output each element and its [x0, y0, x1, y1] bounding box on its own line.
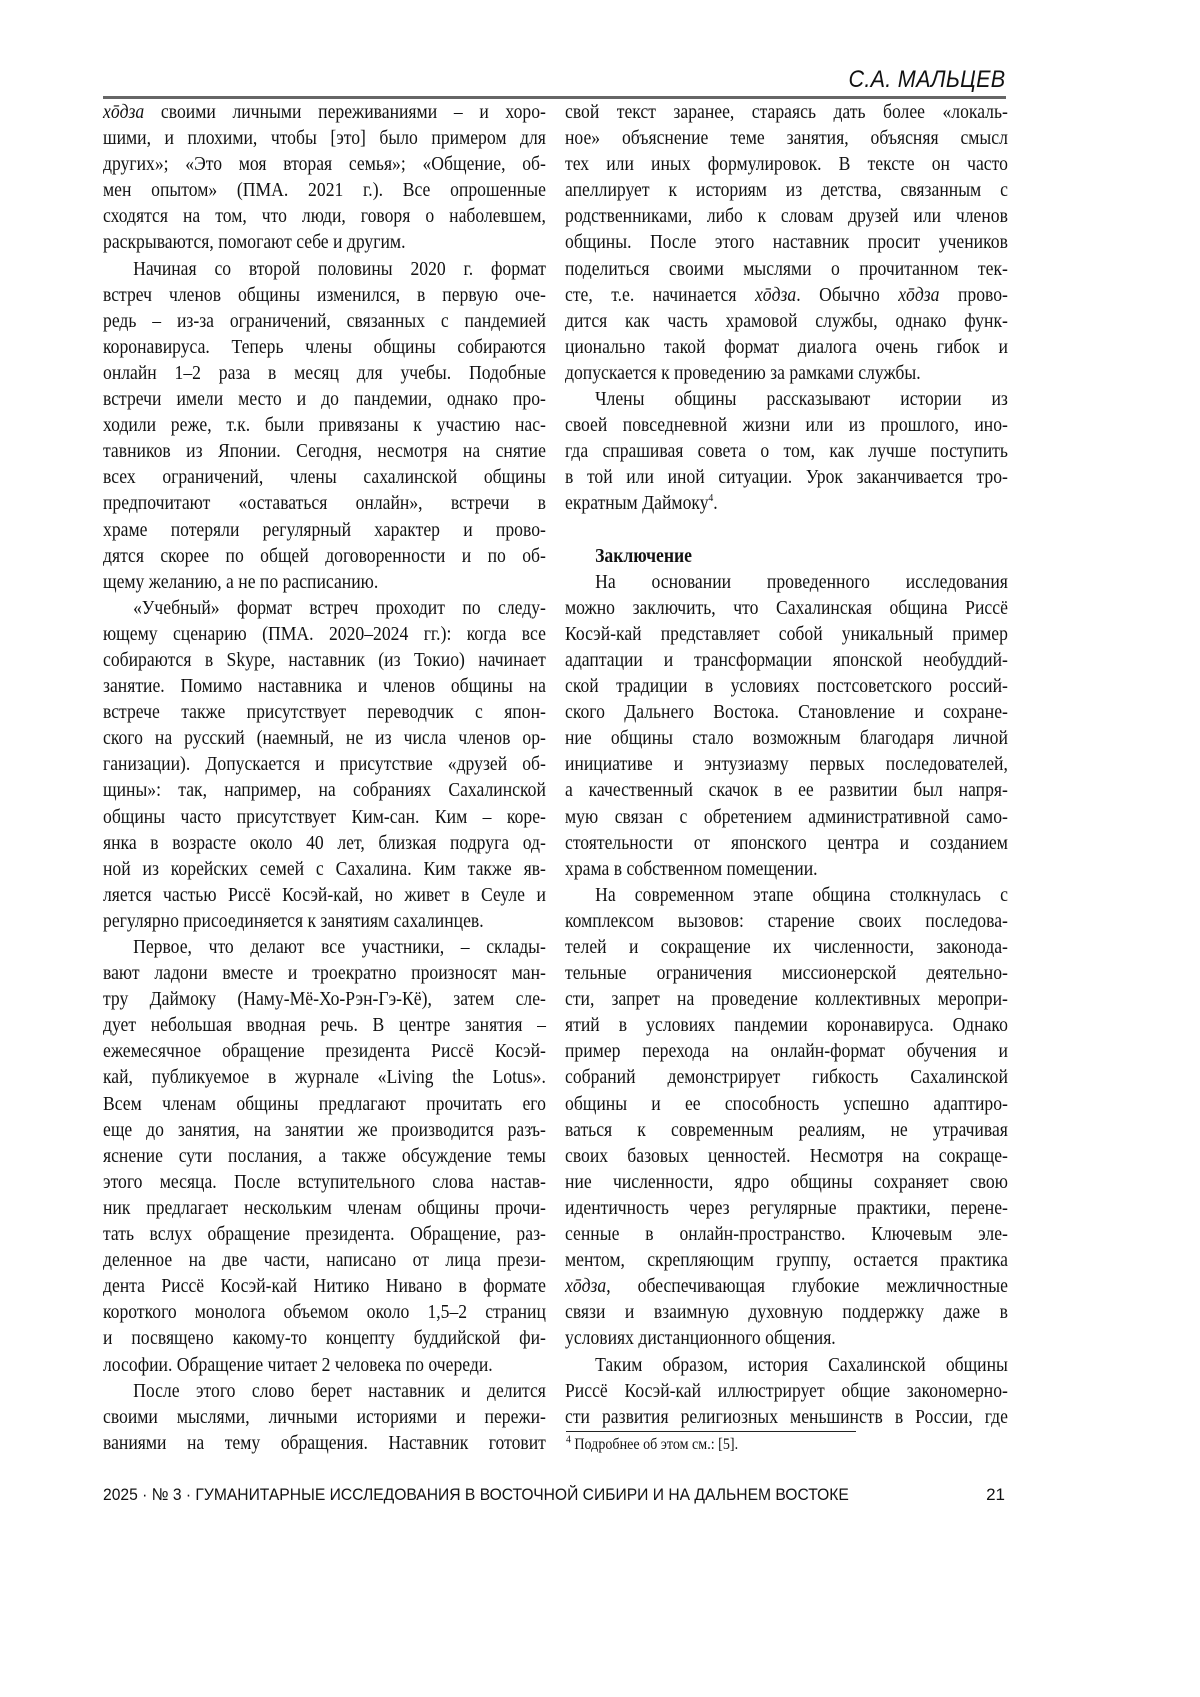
text-line — [103, 1247, 546, 1273]
line-content: щины»: так, например, на собраниях Сахалинской — [103, 779, 546, 802]
line-content: других»; «Это моя вторая семья»; «Общение, об- — [103, 153, 546, 176]
line-content: Члены общины рассказывают истории из — [595, 388, 1008, 411]
line-content: деленное на две части, написано от лица прези- — [103, 1249, 546, 1272]
footnote-reference: 4 — [708, 492, 714, 505]
line-content: ского Дальнего Востока. Становление и сохране- — [565, 701, 1008, 724]
text-line — [103, 647, 546, 673]
text-line — [103, 1012, 546, 1038]
text-line — [565, 673, 1008, 699]
text-run: . — [713, 492, 718, 515]
footnote-text: Подробнее об этом см.: [5]. — [570, 1436, 739, 1453]
text-line — [103, 99, 546, 125]
paragraph — [103, 934, 546, 1378]
paragraph — [103, 595, 546, 934]
text-line — [103, 1352, 546, 1378]
line-content: короткого монолога объемом около 1,5–2 страниц — [103, 1301, 546, 1324]
line-content: редь – из-за ограничений, связанных с пандемией — [103, 309, 546, 332]
line-content: храма в собственном помещении. — [565, 857, 818, 880]
text-line — [565, 99, 1008, 125]
line-content: встреч членов общины изменился, в первую оче- — [103, 283, 546, 306]
text-line — [103, 125, 546, 151]
line-content: в той или иной ситуации. Урок заканчивается тро- — [565, 466, 1008, 489]
text-line — [103, 1195, 546, 1221]
text-line — [565, 490, 1008, 516]
paragraph — [103, 1378, 546, 1456]
text-line — [565, 1117, 1008, 1143]
text-line — [565, 856, 1008, 882]
text-line — [103, 960, 546, 986]
text-line — [103, 934, 546, 960]
line-content: ходили реже, т.к. были привязаны к участию нас- — [103, 414, 546, 437]
section-heading — [565, 543, 1008, 569]
text-line — [565, 1325, 1008, 1351]
journal-footer: 2025 · № 3 · ГУМАНИТАРНЫЕ ИССЛЕДОВАНИЯ В ВОСТОЧНОЙ СИБИРИ И НА ДАЛЬНЕМ ВОСТОКЕ — [103, 1485, 849, 1504]
line-content: Первое, что делают все участники, – склады- — [133, 936, 546, 958]
running-head-author: С.А. МАЛЬЦЕВ — [847, 66, 1005, 93]
text-line — [565, 882, 1008, 908]
line-content: ежемесячное обращение президента Риссё Косэй- — [103, 1040, 546, 1063]
text-line — [565, 1352, 1008, 1378]
text-line — [565, 1064, 1008, 1090]
line-content: гда спрашивая совета о том, как лучше поступить — [565, 440, 1008, 463]
text-line — [103, 308, 546, 334]
line-content: телей и сокращение их численности, законода- — [565, 936, 1008, 958]
italic-term: хōдза — [754, 283, 797, 306]
line-content: пример перехода на онлайн-формат обучения и — [565, 1040, 1008, 1063]
text-line — [103, 1169, 546, 1195]
text-run: екратным Даймоку — [565, 492, 709, 515]
text-line — [103, 856, 546, 882]
blank-line — [565, 517, 1008, 543]
line-content: дится как часть храмовой службы, однако функ- — [565, 309, 1008, 332]
text-line — [565, 256, 1008, 282]
text-line — [103, 725, 546, 751]
text-line — [103, 621, 546, 647]
text-line — [103, 777, 546, 803]
italic-term: хōдза — [565, 1275, 607, 1298]
line-content: тех или иных формулировок. В тексте он часто — [565, 153, 1008, 176]
text-line — [103, 804, 546, 830]
line-content: занятие. Помимо наставника и членов общины на — [103, 675, 546, 698]
line-content: Косэй-кай представляет собой уникальный пример — [565, 622, 1008, 645]
line-content: дента Риссё Косэй-кай Нитико Нивано в формате — [103, 1275, 546, 1298]
text-line — [103, 282, 546, 308]
line-content: этого месяца. После вступительного слова настав- — [103, 1170, 546, 1193]
text-line — [565, 1404, 1008, 1430]
line-content: своих базовых ценностей. Несмотря на сокраще- — [565, 1144, 1008, 1167]
line-content: На современном этапе община столкнулась с — [595, 883, 1008, 906]
line-content: идентичность через регулярные практики, перене- — [565, 1196, 1008, 1219]
line-content: янка в возрасте около 40 лет, близкая подруга од- — [103, 831, 546, 854]
text-run: сте, т.е. начинается — [565, 283, 755, 306]
text-line — [103, 229, 546, 255]
text-line — [565, 908, 1008, 934]
text-line — [103, 360, 546, 386]
text-line — [565, 830, 1008, 856]
text-line — [103, 334, 546, 360]
text-line — [565, 960, 1008, 986]
line-content: ганизации). Допускается и присутствие «друзей об- — [103, 753, 546, 776]
text-line — [565, 647, 1008, 673]
paragraph — [565, 882, 1008, 1352]
text-line — [565, 1169, 1008, 1195]
line-content: Всем членам общины предлагают прочитать его — [103, 1092, 546, 1115]
paragraph — [565, 386, 1008, 516]
text-column-left — [103, 99, 546, 1456]
text-line — [103, 751, 546, 777]
text-line — [565, 151, 1008, 177]
text-line — [565, 1221, 1008, 1247]
line-content: поделиться своими мыслями о прочитанном тек- — [565, 257, 1008, 280]
section-heading-text: Заключение — [595, 544, 692, 567]
text-line — [103, 1325, 546, 1351]
text-line — [565, 386, 1008, 412]
line-content: ской традиции в условиях постсоветского россий- — [565, 675, 1008, 698]
text-line — [565, 125, 1008, 151]
line-content: родственниками, либо к словам друзей или членов — [565, 205, 1008, 228]
line-content: предпочитают «оставаться онлайн», встречи в — [103, 492, 546, 515]
line-content: апеллирует к историям из детства, связанным с — [565, 179, 1008, 202]
line-content: регулярно присоединяется к занятиям сахалинцев. — [103, 909, 484, 932]
text-line — [103, 177, 546, 203]
line-content: кай, публикуемое в журнале «Living the Lotus». — [103, 1066, 546, 1089]
text-line — [103, 256, 546, 282]
line-content: своей повседневной жизни или из прошлого, ино- — [565, 414, 1008, 437]
line-content: На основании проведенного исследования — [595, 570, 1008, 593]
text-line — [103, 908, 546, 934]
text-line — [103, 1091, 546, 1117]
line-content: щему желанию, а не по расписанию. — [103, 570, 379, 593]
line-content: Риссё Косэй-кай иллюстрирует общие закономерно- — [565, 1379, 1008, 1402]
line-content: сенные в онлайн-пространство. Ключевым эле- — [565, 1223, 1008, 1246]
line-content: ние численности, ядро общины сохраняет свою — [565, 1170, 1008, 1193]
text-line — [103, 595, 546, 621]
text-line — [565, 203, 1008, 229]
line-content: свой текст заранее, стараясь дать более «локаль- — [565, 101, 1008, 123]
line-content: ваниями на тему обращения. Наставник готовит — [103, 1431, 546, 1454]
text-line — [565, 412, 1008, 438]
line-content: своими мыслями, личными историями и пережи- — [103, 1405, 546, 1428]
line-content: условиях дистанционного общения. — [565, 1327, 836, 1350]
text-run: прово- — [939, 283, 1008, 306]
text-line — [565, 464, 1008, 490]
line-content: лософии. Обращение читает 2 человека по очереди. — [103, 1353, 493, 1376]
text-line — [565, 595, 1008, 621]
line-content: ной из корейских семей с Сахалина. Ким также яв- — [103, 857, 546, 880]
text-line — [103, 438, 546, 464]
paragraph — [565, 1352, 1008, 1430]
footnote-rule — [566, 1431, 856, 1432]
paragraph — [103, 99, 546, 256]
line-content: общины и ее способность успешно адаптиро- — [565, 1092, 1008, 1115]
line-content: сти, запрет на проведение коллективных меропри- — [565, 988, 1008, 1011]
text-line — [565, 1273, 1008, 1299]
line-content: мую связан с обретением административной само- — [565, 805, 1008, 828]
text-line — [565, 308, 1008, 334]
footnote — [566, 1433, 739, 1454]
text-line — [565, 777, 1008, 803]
line-content: инициативе и энтузиазму первых последователей, — [565, 753, 1008, 776]
line-content: Таким образом, история Сахалинской общины — [595, 1353, 1008, 1376]
text-line — [103, 1378, 546, 1404]
text-line — [103, 543, 546, 569]
line-content: ятий в условиях пандемии коронавируса. Однако — [565, 1014, 1008, 1037]
line-content: «Учебный» формат встреч проходит по следу- — [133, 596, 546, 619]
text-line — [565, 360, 1008, 386]
paragraph — [565, 569, 1008, 882]
line-content: собираются в Skype, наставник (из Токио) начинает — [103, 648, 546, 671]
text-line — [565, 1091, 1008, 1117]
line-content: храме потеряли регулярный характер и прово- — [103, 518, 546, 541]
text-line — [103, 1404, 546, 1430]
line-content: стоятельности от японского центра и созданием — [565, 831, 1008, 854]
text-line — [565, 986, 1008, 1012]
text-line — [103, 699, 546, 725]
line-content: связи и взаимную духовную поддержку даже в — [565, 1301, 1008, 1324]
line-content: встречи имели место и до пандемии, однако про- — [103, 388, 546, 411]
text-line — [103, 517, 546, 543]
text-line — [565, 725, 1008, 751]
text-line — [565, 1299, 1008, 1325]
text-line — [565, 1247, 1008, 1273]
text-line — [103, 151, 546, 177]
line-content: ник предлагает нескольким членам общины прочи- — [103, 1196, 546, 1219]
text-line — [565, 1378, 1008, 1404]
text-run: своими личными переживаниями – и хоро- — [144, 101, 546, 123]
line-content: встрече также присутствует переводчик с япон- — [103, 701, 546, 724]
text-line — [103, 1117, 546, 1143]
text-line — [103, 464, 546, 490]
text-line — [103, 673, 546, 699]
line-content: тельные ограничения миссионерской деятельно- — [565, 962, 1008, 985]
text-run: , обеспечивающая глубокие межличностные — [606, 1275, 1008, 1298]
line-content: общины часто присутствует Ким-сан. Ким – коре- — [103, 805, 546, 828]
text-line — [103, 1273, 546, 1299]
line-content: ского на русский (наемный, не из числа членов ор- — [103, 727, 546, 750]
text-line — [565, 1012, 1008, 1038]
text-line — [103, 830, 546, 856]
paragraph — [103, 256, 546, 595]
text-line — [565, 934, 1008, 960]
line-content: тать вслух обращение президента. Обращение, раз- — [103, 1223, 546, 1246]
text-line — [103, 1221, 546, 1247]
text-line — [565, 282, 1008, 308]
line-content: комплексом вызовов: старение своих последова- — [565, 909, 1008, 932]
text-line — [565, 569, 1008, 595]
line-content: раскрываются, помогают себе и другим. — [103, 231, 406, 254]
text-line — [565, 334, 1008, 360]
line-content: ляется частью Риссё Косэй-кай, но живет в Сеуле и — [103, 883, 546, 906]
text-line — [565, 1195, 1008, 1221]
line-content: ние общины стало возможным благодаря личной — [565, 727, 1008, 750]
text-line — [565, 229, 1008, 255]
text-line — [103, 203, 546, 229]
line-content: ющему сценарию (ПМА. 2020–2024 гг.): когда все — [103, 622, 546, 645]
text-line — [103, 569, 546, 595]
page-number: 21 — [986, 1485, 1005, 1504]
line-content: ционально такой формат диалога очень гибок и — [565, 335, 1008, 358]
line-content: всех ограничений, члены сахалинской общины — [103, 466, 546, 489]
text-column-right — [565, 99, 1008, 1430]
line-content: мен опытом» (ПМА. 2021 г.). Все опрошенные — [103, 179, 546, 202]
line-content: ное» объяснение теме занятия, объясняя смысл — [565, 127, 1008, 150]
text-line — [103, 412, 546, 438]
text-line — [103, 1430, 546, 1456]
text-line — [565, 177, 1008, 203]
text-line — [103, 490, 546, 516]
line-content: тавников из Японии. Сегодня, несмотря на снятие — [103, 440, 546, 463]
text-line — [103, 1064, 546, 1090]
text-line — [103, 1038, 546, 1064]
line-content: сти развития религиозных меньшинств в России, где — [565, 1405, 1008, 1428]
line-content — [103, 99, 546, 125]
line-content: дует небольшая вводная речь. В центре занятия – — [103, 1014, 546, 1037]
text-line — [103, 1143, 546, 1169]
italic-term: хōдза — [898, 283, 940, 306]
text-line — [565, 699, 1008, 725]
line-content: Начиная со второй половины 2020 г. формат — [133, 257, 546, 280]
text-line — [103, 1299, 546, 1325]
line-content: а качественный скачок в ее развитии был напря- — [565, 779, 1008, 802]
line-content: тру Даймоку (Наму-Мё-Хо-Рэн-Гэ-Кё), затем сле- — [103, 988, 546, 1011]
line-content: общины. После этого наставник просит учеников — [565, 231, 1008, 254]
text-line — [565, 1143, 1008, 1169]
footnote-mark: 4 — [566, 1433, 571, 1446]
text-line — [103, 882, 546, 908]
line-content: онлайн 1–2 раза в месяц для учебы. Подобные — [103, 361, 546, 384]
line-content: допускается к проведению за рамками службы. — [565, 361, 921, 384]
text-line — [565, 1038, 1008, 1064]
text-line — [565, 751, 1008, 777]
line-content: сходятся на том, что люди, говоря о наболевшем, — [103, 205, 546, 228]
text-line — [565, 438, 1008, 464]
line-content: вают ладони вместе и троекратно произносят ман- — [103, 962, 546, 985]
line-content: ментом, скрепляющим группу, остается практика — [565, 1249, 1008, 1272]
line-content: дятся скорее по общей договоренности и по об- — [103, 544, 546, 567]
line-content: адаптации и трансформации японской необуддий- — [565, 648, 1008, 671]
line-content: собраний демонстрирует гибкость Сахалинской — [565, 1066, 1008, 1089]
line-content: яснение сути послания, а также обсуждение темы — [103, 1144, 546, 1167]
line-content — [565, 282, 1008, 308]
line-content: коронавируса. Теперь члены общины собираются — [103, 335, 546, 358]
paragraph — [565, 99, 1008, 386]
line-content: ваться к современным реалиям, не утрачивая — [565, 1118, 1008, 1141]
line-content — [565, 490, 1008, 516]
text-line — [103, 386, 546, 412]
line-content: шими, и плохими, чтобы [это] было примером для — [103, 127, 546, 150]
italic-term: хōдза — [103, 101, 145, 123]
text-line — [103, 986, 546, 1012]
text-line — [565, 804, 1008, 830]
line-content — [565, 1273, 1008, 1299]
line-content: еще до занятия, на занятии же производится разъ- — [103, 1118, 546, 1141]
line-content: можно заключить, что Сахалинская община Риссё — [565, 596, 1008, 619]
text-run: . Обычно — [796, 283, 899, 306]
line-content: После этого слово берет наставник и делится — [133, 1379, 546, 1402]
line-content: и посвящено какому-то концепту буддийской фи- — [103, 1327, 546, 1350]
text-line — [565, 621, 1008, 647]
